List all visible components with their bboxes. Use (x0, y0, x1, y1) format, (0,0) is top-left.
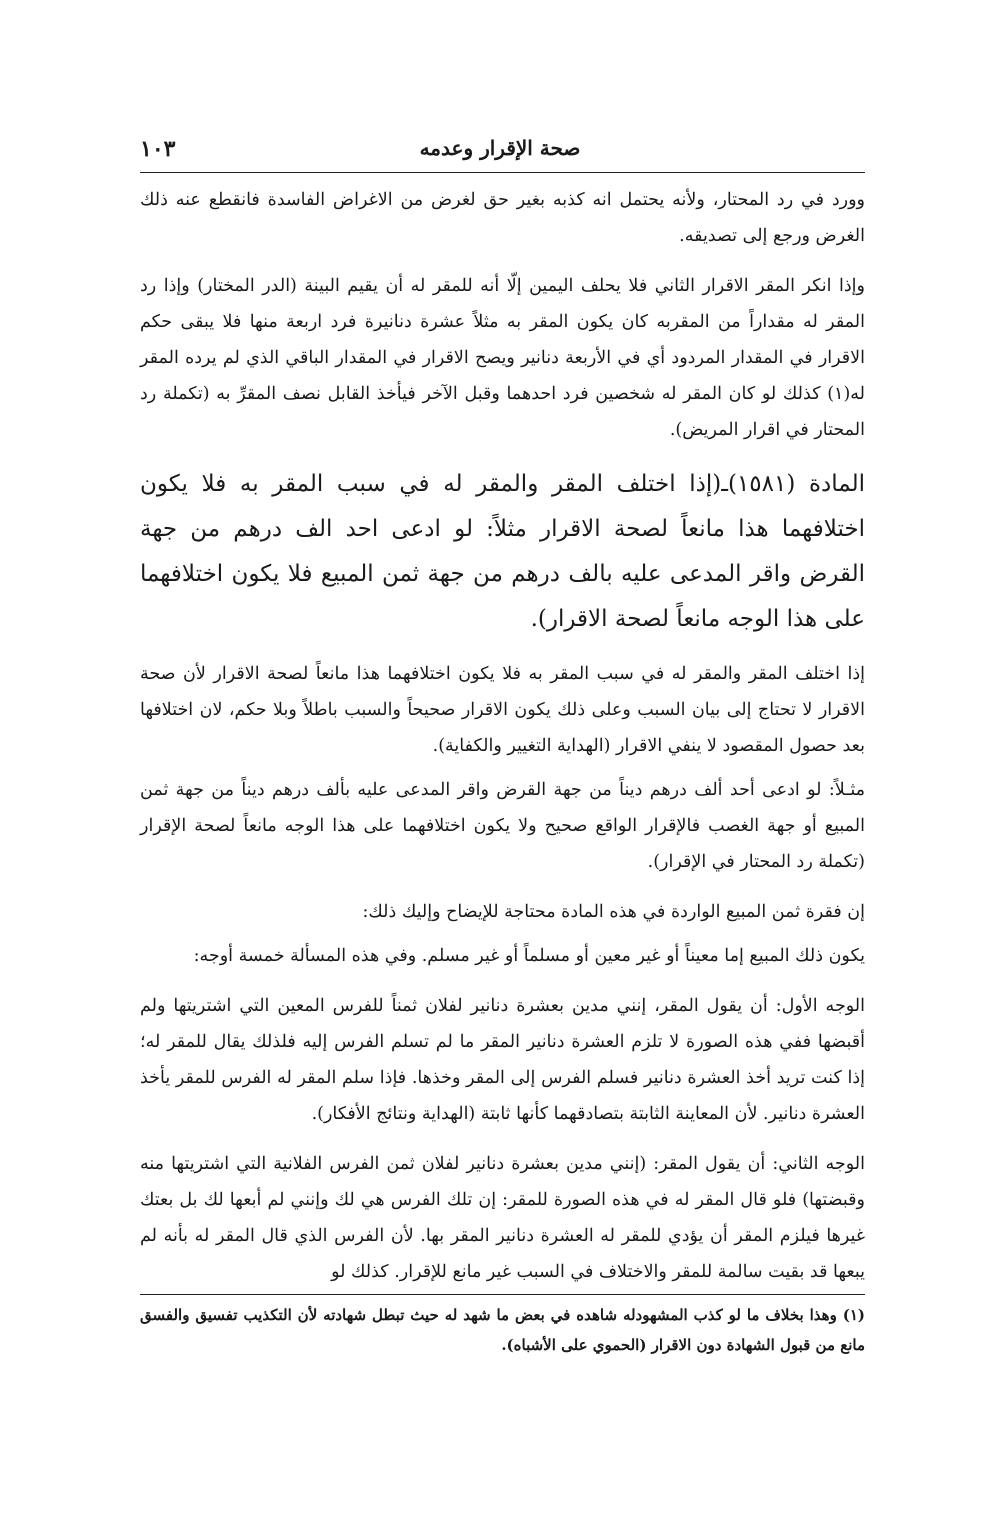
header-rule (140, 172, 865, 173)
article-1581: المادة (١٥٨١)ـ(إذا اختلف المقر والمقر له في سبب المقر به فلا يكون اختلافهما هذا مانعاً لصحة الاقرار مثلاً: لو ادعى احد الف درهم من جهة القرض واقر المدعى عليه بالف درهم من جهة ثمن المبيع فلا يكون اختلافهما على هذا الوجه مانعاً لصحة الاقرار). (140, 471, 865, 632)
footnote-rule (140, 1294, 865, 1295)
paragraph-7: الوجه الأول: أن يقول المقر، إنني مدين بعشرة دنانير لفلان ثمناً للفرس المعين التي اشتريتها ولم أقبضها ففي هذه الصورة لا تلزم العشرة دنانير المقر ما لم تسلم الفرس إليه فلذلك يقال للمقر له؛ إذا كنت تريد أخذ العشرة دنانير فسلم الفرس إلى المقر وخذها. فإذا سلم المقر له الفرس للمقر يأخذ العشرة دنانير. لأن المعاينة الثابتة بتصادقهما كأنها ثابتة (الهداية ونتائج الأفكار). (140, 996, 865, 1124)
paragraph-2: وإذا انكر المقر الاقرار الثاني فلا يحلف اليمين إلّا أنه للمقر له أن يقيم البينة (الدر المختار) وإذا رد المقر له مقداراً من المقربه كان يكون المقر به مثلاً عشرة دنانيرة فرد اربعة منها فلا يبقى حكم الاقرار في المقدار المردود أي في الأربعة دنانير ويصح الاقرار في المقدار الباقي الذي لم يرده المقر له(١) كذلك لو كان المقر له شخصين فرد احدهما وقبل الآخر فيأخذ القابل نصف المقرِّ به (تكملة رد المحتار في اقرار المريض). (140, 276, 865, 440)
paragraph-3: إذا اختلف المقر والمقر له في سبب المقر به فلا يكون اختلافهما هذا مانعاً لصحة الاقرار لأن صحة الاقرار لا تحتاج إلى بيان السبب وعلى ذلك يكون الاقرار صحيحاً والسبب باطلاً وبلا حكم، لان اختلافها بعد حصول المقصود لا ينفي الاقرار (الهداية التغيير والكفاية). (140, 664, 865, 756)
footnote-1: (١) وهذا بخلاف ما لو كذب المشهودله شاهده في بعض ما شهد له حيث تبطل شهادته لأن التكذيب تفسيق والفسق مانع من قبول الشهادة دون الاقرار (الحموي على الأشباه). (140, 1306, 865, 1354)
body-text (140, 182, 865, 1290)
paragraph-1: وورد في رد المحتار، ولأنه يحتمل انه كذبه بغير حق لغرض من الاغراض الفاسدة فانقطع عنه ذلك الغرض ورجع إلى تصديقه. (140, 190, 865, 246)
page-header (135, 136, 865, 172)
paragraph-8: الوجه الثاني: أن يقول المقر: (إنني مدين بعشرة دنانير لفلان ثمن الفرس الفلانية التي اشتريتها منه وقبضتها) فلو قال المقر له في هذه الصورة للمقر: إن تلك الفرس هي لك وإنني لم أبعها لك بل بعتك غيرها فيلزم المقر أن يؤدي للمقر له العشرة دنانير المقر بها. لأن الفرس الذي قال المقر له بأنه لم يبعها قد بقيت سالمة للمقر والاختلاف في السبب غير مانع للإقرار. كذلك لو (140, 1154, 865, 1282)
running-title: صحة الإقرار وعدمه (419, 136, 581, 160)
paragraph-5: إن فقرة ثمن المبيع الواردة في هذه المادة محتاجة للإيضاح وإليك ذلك: (362, 902, 865, 922)
paragraph-4: مثـلاً: لو ادعى أحد ألف درهم ديناً من جهة القرض واقر المدعى عليه بألف درهم ديناً من جهة ثمن المبيع أو جهة الغصب فالإقرار الواقع صحيح ولا يكون اختلافهما على هذا الوجه مانعاً لصحة الإقرار (تكملة رد المحتار في الإقرار). (140, 780, 865, 872)
page-number: ١٠٣ (140, 136, 176, 162)
paragraph-6: يكون ذلك المبيع إما معيناً أو غير معين أو مسلماً أو غير مسلم. وفي هذه المسألة خمسة أوجه: (193, 946, 865, 966)
